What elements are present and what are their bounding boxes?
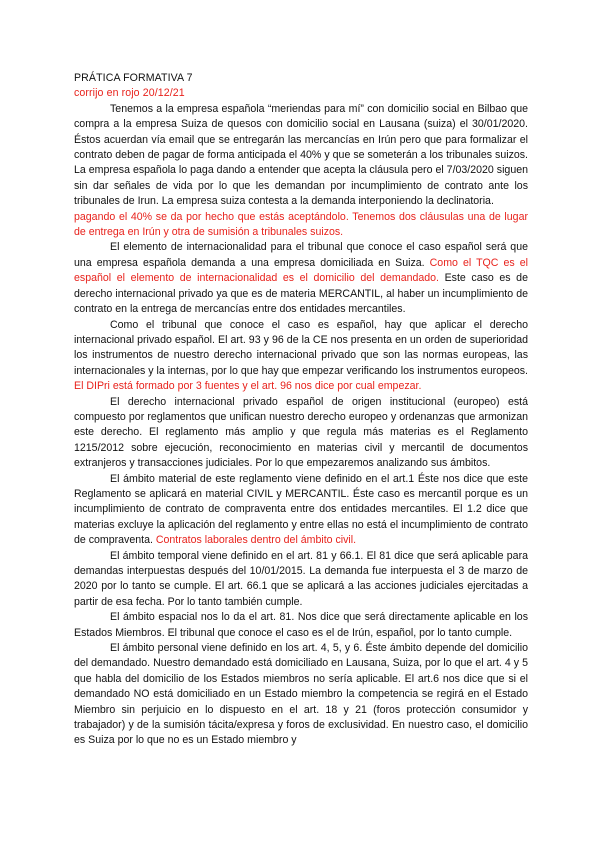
paragraph-facts [74,102,528,210]
paragraph-sources [74,318,528,395]
sources-correction: El DIPri está formado por 3 fuentes y el art. 96 nos dice por cual empezar. [74,380,422,393]
internationality-correction: Como el TQC es el español el elemento de internacionalidad es el domicilio del demandado. [74,256,528,285]
paragraph-european-law [74,395,528,472]
paragraph-spatial-scope [74,610,528,641]
internationality-text-after: Este caso es de derecho internacional privado ya que es de materia MERCANTIL, al haber un incumplimiento de contrato en la entrega de mercancías entre dos entidades mercantiles. [74,272,528,316]
correction-note: corrijo en rojo 20/12/21 [74,87,185,100]
personal-scope-text: El ámbito personal viene definido en los art. 4, 5, y 6. Éste ámbito depende del domicilio del demandado. Nuestro demandado está domiciliado en Lausana, Suiza, por lo que el art. 4 y 5 que habla del domicilio de los Estados miembros no sería aplicable. El art.6 nos dice que si el demandado NO está domiciliado en un Estado miembro la competencia se regirá en el Estado Miembro sin perjuicio en lo dispuesto en el art. 18 y 21 (foros protección consumidor y trabajador) y de la sumisión tácita/expresa y foros de exclusividad. En nuestro caso, el domicilio es Suiza por lo que no es un Estado miembro y [74,642,528,747]
paragraph-correction-clauses [74,210,528,241]
paragraph-personal-scope [74,641,528,749]
paragraph-internationality [74,240,528,317]
paragraph-material-scope [74,472,528,549]
temporal-scope-text: El ámbito temporal viene definido en el art. 81 y 66.1. El 81 dice que será aplicable para demandas interpuestas después del 10/01/2015. La demanda fue interpuesta el 3 de marzo de 2020 por lo tanto se cumple. El art. 66.1 que se aplicará a las acciones judiciales ejercitadas a partir de esa fecha. Por lo tanto también cumple. [74,549,528,608]
european-law-text: El derecho internacional privado español de origen institucional (europeo) está compuesto por reglamentos que unifican nuestro derecho europeo y ordenanzas que armonizan este derecho. El reglamento más amplio y que regula más materias es el Reglamento 1215/2012 sobre ejecución, reconocimiento en materias civil y mercantil de documentos extranjeros y transacciones judiciales. Por lo que empezaremos analizando sus ámbitos. [74,395,528,470]
material-scope-correction: Contratos laborales dentro del ámbito civil. [155,534,357,547]
sources-text: Como el tribunal que conoce el caso es español, hay que aplicar el derecho internacional privado español. El art. 93 y 96 de la CE nos presenta en un orden de superioridad los instrumentos de nuestro derecho internacional privado que son las normas europeas, las internacionales y la internas, por lo que hay que empezar verificando los instrumentos europeos. [74,318,528,377]
internationality-text: El elemento de internacionalidad para el tribunal que conoce el caso español será que una empresa española demanda a una empresa domiciliada en Suiza. [74,241,528,269]
paragraph-facts-text: Tenemos a la empresa española “meriendas para mí” con domicilio social en Bilbao que compra a la empresa Suiza de quesos con domicilio social en Lausana (suiza) el 30/01/2020. Éstos acuerdan vía email que se entregarán las mercancías en Irún pero que para formalizar el contrato deben de pagar de forma anticipada el 40% y que se someterán a los tribunales suizos. La empresa española lo paga dando a entender que acepta la cláusula pero el 7/03/2020 siguen sin dar señales de vida por lo que les demandan por incumplimiento de contrato ante los tribunales de Irun. La empresa suiza contesta a la demanda interponiendo la declinatoria. [74,102,528,208]
material-scope-text: El ámbito material de este reglamento viene definido en el art.1 Éste nos dice que este Reglamento se aplicará en material CIVIL y MERCANTIL. Éste caso es mercantil porque es un incumplimiento de contrato de compraventa entre dos entidades mercantiles. El 1.2 dice que materias excluye la aplicación del reglamento y entre ellas no está el incumplimiento de contrato de compraventa. [74,472,528,547]
document-title: PRÁTICA FORMATIVA 7 [74,72,193,84]
paragraph-temporal-scope [74,549,528,611]
spatial-scope-text: El ámbito espacial nos lo da el art. 81. Nos dice que será directamente aplicable en los Estados Miembros. El tribunal que conoce el caso es el de Irún, español, por lo tanto cumple. [74,611,528,639]
document-body [74,71,528,749]
correction-clauses-text: pagando el 40% se da por hecho que estás aceptándolo. Tenemos dos cláusulas una de lugar de entrega en Irún y otra de sumisión a tribunales suizos. [74,210,528,239]
